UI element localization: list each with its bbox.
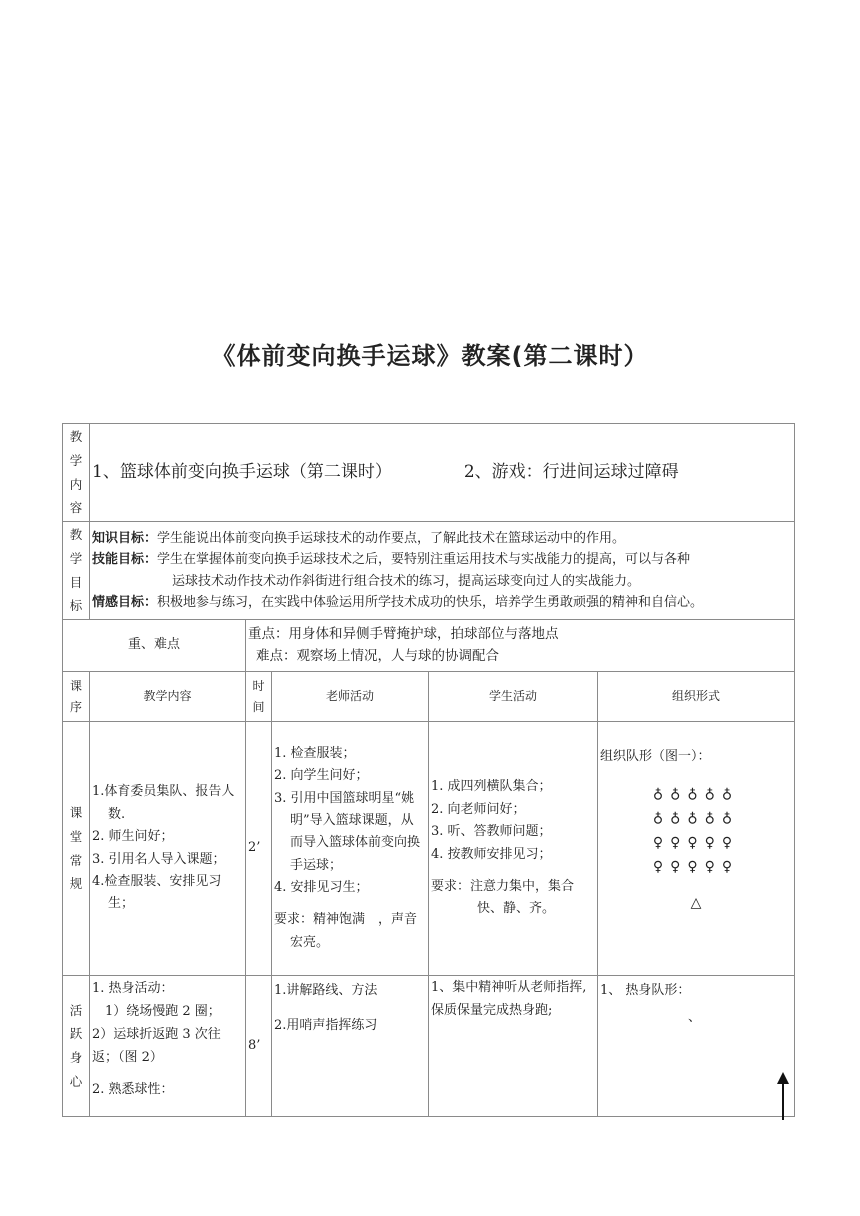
warmup-row (63, 976, 795, 1117)
key-points-row (63, 620, 795, 672)
teacher-position-mark: △ (690, 894, 702, 911)
formation-diagram: ♁♁♁♁♁ ♁♁♁♁♁ ♀♀♀♀♀ ♀♀♀♀♀ (652, 786, 740, 875)
key-points-label: 重、难点 (63, 620, 246, 672)
skill-goal: 技能目标：学生在掌握体前变向换手运球技术之后，要特别注重运用技术与实战能力的提高，可以与各种 (92, 552, 691, 568)
warmup-organization: 1、 热身队形： 、 (598, 976, 795, 1117)
warmup-student: 1、集中精神听从老师指挥,保质保量完成热身跑; (429, 976, 598, 1117)
page-title: 《体前变向换手运球》教案(第二课时） (211, 342, 649, 370)
arrow-shaft (782, 1082, 784, 1120)
table-header-row (63, 672, 795, 722)
lesson-plan-table (62, 423, 795, 1117)
affect-goal: 情感目标：积极地参与练习，在实践中体验运用所学技术成功的快乐，培养学生勇敢顽强的精神和自信心。 (92, 594, 704, 610)
header-time: 时 间 (246, 672, 272, 722)
routine-content: 1.体育委员集队、报告人数. 2. 师生问好； 3. 引用名人导入课题； 4.检查服装、安排见习生； (90, 722, 246, 976)
routine-teacher: 1. 检查服装； 2. 向学生问好； 3. 引用中国篮球明星“姚明”导入篮球课题，从而导入篮球体前变向换手运球； 4. 安排见习生； 要求：精神饱满 ，声音宏亮。 (272, 722, 429, 976)
warmup-content: 1. 热身活动： 1）绕场慢跑 2 圈； 2）运球折返跑 3 次往返；（图 2） 2. 熟悉球性： (90, 976, 246, 1117)
teaching-content-label: 教 学 内 容 (63, 424, 90, 522)
routine-label: 课 堂 常 规 (63, 722, 90, 976)
teaching-goals-label: 教 学 目 标 (63, 522, 90, 620)
warmup-label: 活 跃 身 心 (63, 976, 90, 1117)
routine-time: 2’ (246, 722, 272, 976)
warmup-teacher: 1.讲解路线、方法 2.用哨声指挥练习 (272, 976, 429, 1117)
header-organization: 组织形式 (598, 672, 795, 722)
teaching-goals-row (63, 522, 795, 620)
warmup-time: 8’ (246, 976, 272, 1117)
teaching-content-row (63, 424, 795, 522)
header-teacher: 老师活动 (272, 672, 429, 722)
routine-row (63, 722, 795, 976)
teaching-goals-value (90, 522, 795, 620)
header-content: 教学内容 (90, 672, 246, 722)
key-points-value: 重点：用身体和异侧手臂掩护球，拍球部位与落地点 难点：观察场上情况，人与球的协调配合 (246, 620, 795, 672)
routine-organization: 组织队形（图一）： ♁♁♁♁♁ ♁♁♁♁♁ ♀♀♀♀♀ ♀♀♀♀♀ △ (598, 722, 795, 976)
header-student: 学生活动 (429, 672, 598, 722)
routine-student: 1. 成四列横队集合； 2. 向老师问好； 3. 听、答教师问题； 4. 按教师安排见习； 要求：注意力集中，集合快、静、齐。 (429, 722, 598, 976)
knowledge-goal: 知识目标：学生能说出体前变向换手运球技术的动作要点，了解此技术在篮球运动中的作用。 (92, 531, 626, 547)
header-order: 课 序 (63, 672, 90, 722)
skill-goal-cont: 运球技术动作技术动作斜街进行组合技术的练习，提高运球变向过人的实战能力。 (172, 573, 641, 589)
teaching-content-value: 1、篮球体前变向换手运球（第二课时） 2、游戏：行进间运球过障碍 (90, 424, 795, 522)
